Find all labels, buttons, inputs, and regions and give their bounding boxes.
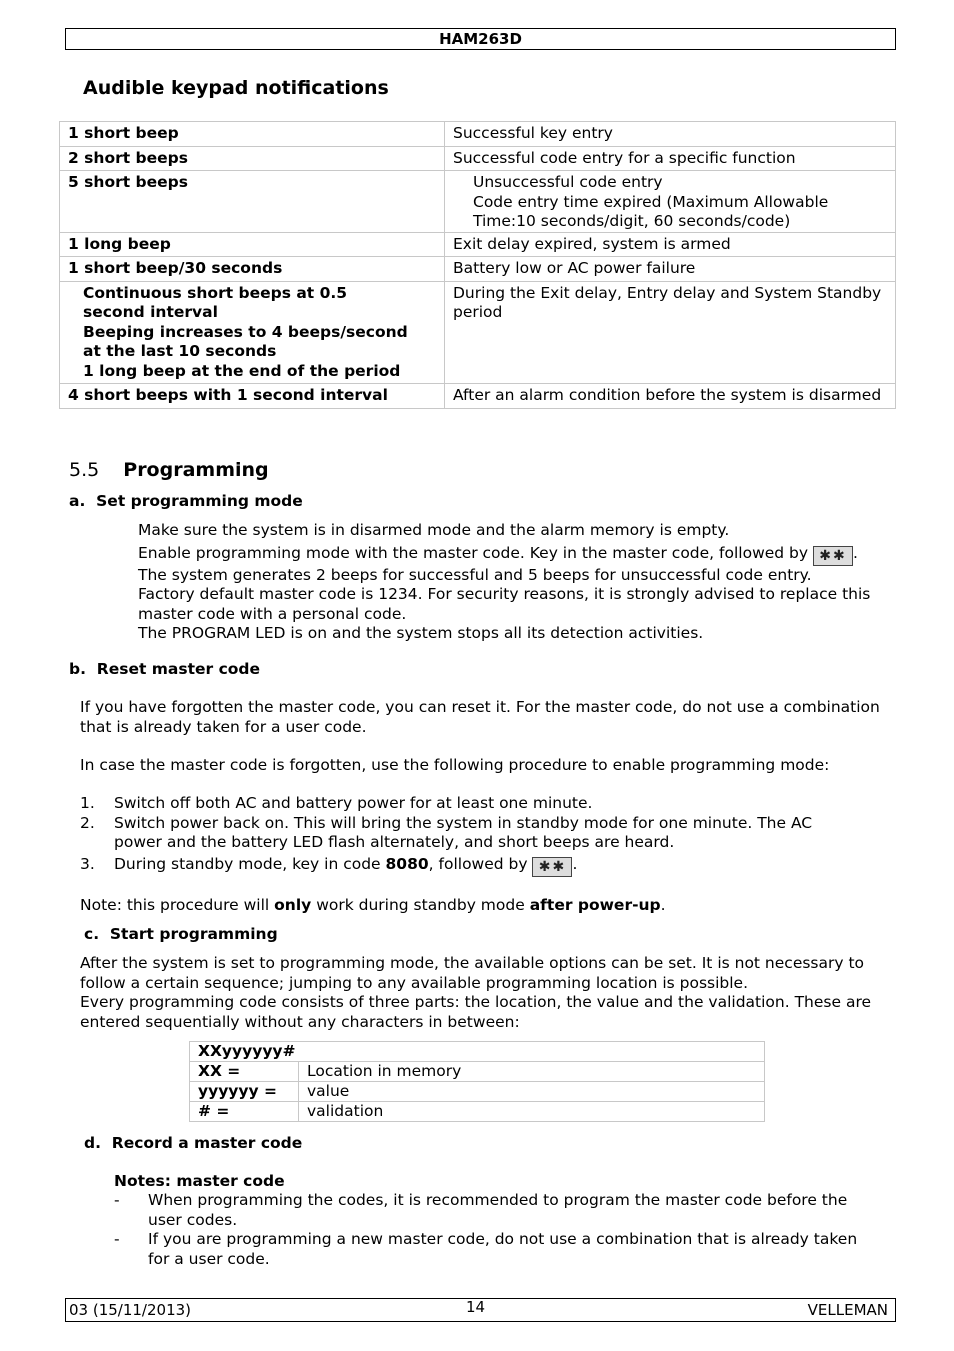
notes-list — [114, 1191, 883, 1269]
subheading-record-master-code: d. Record a master code — [84, 1134, 303, 1152]
step-number: 2. — [80, 813, 95, 832]
table-row — [60, 122, 896, 147]
paragraph: After the system is set to programming mode, the available options can be set. It is not necessary to follow a certain sequence; jumping to any available programming location is possible. — [80, 954, 865, 992]
table-row — [60, 146, 896, 171]
step-text: , followed by — [428, 854, 533, 873]
section-number: 5.5 — [69, 459, 100, 481]
code-part-key: XX = — [190, 1062, 299, 1082]
bullet-dash: - — [114, 1230, 120, 1249]
text: . — [853, 543, 858, 562]
meaning-line: Time:10 seconds/digit, 60 seconds/code) — [473, 212, 791, 230]
document-footer — [65, 1298, 896, 1322]
step-number: 1. — [80, 794, 95, 812]
step-text: Switch power back on. This will bring the system in standby mode for one minute. The AC power and the battery LED flash alternately, and short beeps are heard. — [114, 813, 813, 852]
model-title: HAM263D — [439, 30, 522, 48]
subheading-reset-master-code: b. Reset master code — [69, 660, 261, 678]
note-text: If you are programming a new master code, do not use a combination that is already taken for a user code. — [148, 1230, 858, 1268]
list-item — [80, 854, 864, 877]
note-text: When programming the codes, it is recommended to program the master code before the user codes. — [148, 1191, 848, 1229]
text: Note: this procedure will — [80, 896, 275, 914]
table-row — [190, 1042, 765, 1062]
beep-meaning: Exit delay expired, system is armed — [445, 232, 896, 257]
text: Enable programming mode with the master code. Key in the master code, followed by — [138, 543, 809, 562]
emphasis: after power-up — [529, 896, 661, 914]
beep-signal: 4 short beeps with 1 second interval — [60, 384, 445, 409]
code-format-table — [189, 1041, 765, 1122]
list-item — [80, 813, 864, 853]
table-row — [60, 281, 896, 384]
code-part-value: validation — [299, 1102, 765, 1122]
reset-procedure-intro: In case the master code is forgotten, use the following procedure to enable programming mode: — [80, 756, 830, 774]
page-number: 14 — [466, 1298, 486, 1316]
table-row — [190, 1082, 765, 1102]
code-part-key: yyyyyy = — [190, 1082, 299, 1102]
table-row — [60, 232, 896, 257]
beep-meaning: Successful key entry — [445, 122, 896, 147]
star-star-key-icon: ✱✱ — [532, 857, 572, 877]
beep-table — [59, 121, 896, 409]
set-programming-text — [138, 521, 888, 644]
signal-line: second interval — [83, 303, 218, 321]
paragraph: The PROGRAM LED is on and the system stops all its detection activities. — [138, 624, 704, 643]
beep-signal: 1 short beep — [60, 122, 445, 147]
subheading-set-programming-mode: a. Set programming mode — [69, 492, 303, 510]
brand-name: VELLEMAN — [807, 1301, 888, 1319]
star-star-key-icon: ✱✱ — [813, 546, 853, 566]
step-text: . — [572, 854, 578, 873]
meaning-line: Unsuccessful code entry — [473, 173, 663, 191]
beep-signal: 1 short beep/30 seconds — [60, 257, 445, 282]
signal-line: at the last 10 seconds — [83, 342, 277, 360]
table-row — [190, 1062, 765, 1082]
signal-line: Beeping increases to 4 beeps/second — [83, 322, 408, 341]
table-row — [60, 384, 896, 409]
text: work during standby mode — [311, 896, 530, 914]
section-title: Programming — [123, 459, 269, 481]
beep-meaning: Battery low or AC power failure — [445, 257, 896, 282]
subheading-start-programming: c. Start programming — [84, 925, 278, 943]
paragraph: Factory default master code is 1234. For security reasons, it is strongly advised to replace this master code with a personal code. — [138, 585, 871, 623]
beep-signal — [60, 281, 445, 384]
paragraph: Every programming code consists of three parts: the location, the value and the validation. These are entered sequentially without any characters in between: — [80, 993, 872, 1031]
section-heading-audible: Audible keypad notifications — [83, 77, 389, 99]
text: . — [660, 896, 666, 914]
signal-line: Continuous short beeps at 0.5 — [83, 283, 348, 302]
reset-note — [80, 896, 880, 916]
revision-date: 03 (15/11/2013) — [69, 1301, 192, 1319]
bullet-dash: - — [114, 1191, 120, 1209]
beep-meaning: Successful code entry for a specific function — [445, 146, 896, 171]
table-row — [60, 171, 896, 233]
notes-heading: Notes: master code — [114, 1172, 285, 1190]
reset-intro: If you have forgotten the master code, you can reset it. For the master code, do not use a combination that is already taken for a user code. — [80, 698, 880, 736]
code-format-title: XXyyyyyy# — [190, 1042, 765, 1062]
beep-meaning: After an alarm condition before the system is disarmed — [445, 384, 896, 409]
list-item — [114, 1191, 883, 1230]
beep-signal: 5 short beeps — [60, 171, 445, 233]
step-text: Switch off both AC and battery power for at least one minute. — [114, 794, 593, 812]
start-programming-text — [80, 954, 880, 1032]
reset-steps-list — [80, 794, 864, 877]
beep-meaning — [445, 171, 896, 233]
reset-code: 8080 — [385, 854, 429, 873]
meaning-line: Code entry time expired (Maximum Allowable — [473, 192, 829, 211]
code-part-value: value — [299, 1082, 765, 1102]
step-text: During standby mode, key in code — [114, 854, 386, 873]
paragraph: The system generates 2 beeps for successful and 5 beeps for unsuccessful code entry. — [138, 565, 812, 584]
paragraph — [138, 544, 888, 566]
beep-signal: 2 short beeps — [60, 146, 445, 171]
paragraph: Make sure the system is in disarmed mode and the alarm memory is empty. — [138, 521, 730, 539]
emphasis: only — [274, 896, 312, 914]
beep-signal: 1 long beep — [60, 232, 445, 257]
table-row — [190, 1102, 765, 1122]
section-heading-programming — [69, 459, 269, 481]
code-part-key: # = — [190, 1102, 299, 1122]
step-number: 3. — [80, 854, 95, 873]
list-item — [114, 1230, 883, 1269]
table-row — [60, 257, 896, 282]
signal-line: 1 long beep at the end of the period — [83, 361, 401, 380]
code-part-value: Location in memory — [299, 1062, 765, 1082]
beep-meaning: During the Exit delay, Entry delay and System Standby period — [445, 281, 896, 384]
document-header — [65, 28, 896, 50]
list-item — [80, 794, 864, 814]
